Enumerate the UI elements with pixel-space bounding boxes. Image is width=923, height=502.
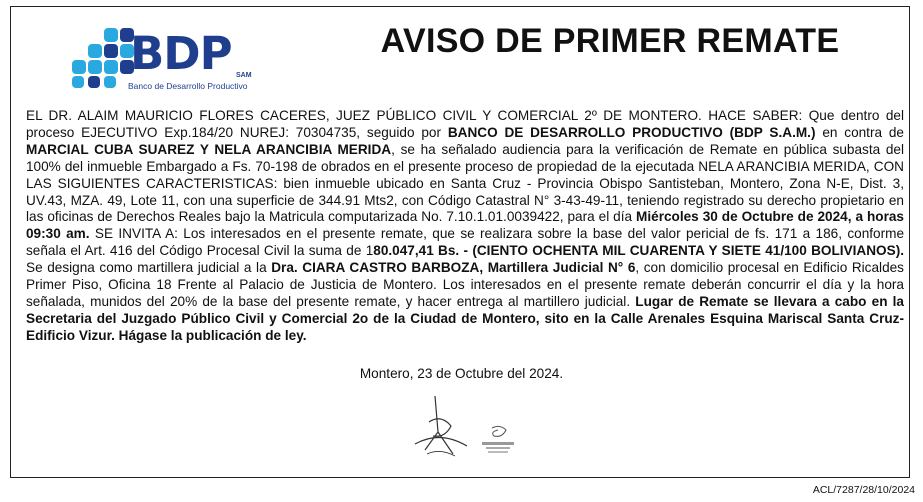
logo-square [104, 28, 118, 42]
notice-segment: SE INVITA A: Los interesados en el presente remate, que se realizara sobre la base del valor pericial de fs. 171 a 186, conforme señala el Art. 416 del Código Procesal Civil la suma de 1 [26, 226, 905, 259]
logo-square [88, 44, 102, 58]
notice-segment: en contra de [815, 124, 904, 140]
logo-square [104, 76, 116, 88]
logo-square [88, 60, 102, 74]
logo-square [72, 60, 86, 74]
logo-subtitle: Banco de Desarrollo Productivo [128, 81, 248, 91]
signature-icon [405, 392, 475, 462]
notice-bold-segment: Dra. CIARA CASTRO BARBOZA, Martillera Judicial N° 6 [271, 260, 636, 276]
notice-segment: , se ha señalado audiencia para la verificación de Remate en pública subasta del 100% del inmueble Embargado a Fs. 70-198 de obrados en el presente proceso de propiedad de la ejecutada NELA ARANCIBIA MERIDA, CON LAS SIGUIENTES CARACTERISTICAS: bien inmueble ubicado en Santa Cruz - Provincia Obispo Santisteban, Montero, Zona N-E, Dist. 3, UV.43, MZA. 49, Lote 11, con una superficie de 344.91 Mts2, con Código Catastral N° 3-43-49-11, teniendo registrado su derecho propietario en las oficinas de Derechos Reales bajo la Matricula computarizada No. 7.10.1.01.0039422, para el día [26, 141, 904, 225]
stamp-icon [478, 424, 518, 456]
date-line: Montero, 23 de Octubre del 2024. [359, 366, 564, 381]
notice-bold-segment: Miércoles 30 de Octubre de 2024, a horas 09:30 am. [26, 209, 904, 242]
notice-segment: Se designa como martillera judicial a la [26, 260, 272, 276]
notice-body [26, 108, 904, 345]
footer-code: ACL/7287/28/10/2024 [812, 484, 915, 496]
logo-square [104, 44, 118, 58]
notice-segment: EL DR. ALAIM MAURICIO FLORES CACERES, JUEZ PÚBLICO CIVIL Y COMERCIAL 2º DE MONTERO. HACE SABER: Que dentro del proceso EJECUTIVO Exp.184/20 NUREJ: 70304735, seguido por [26, 108, 904, 140]
notice-bold-segment: BANCO DE DESARROLLO PRODUCTIVO (BDP S.A.M.) [447, 124, 816, 140]
logo-square [104, 60, 118, 74]
logo-square [72, 76, 84, 88]
notice-bold-segment: 80.047,41 Bs. - (CIENTO OCHENTA MIL CUARENTA Y SIETE 41/100 BOLIVIANOS). [373, 243, 904, 259]
notice-bold-segment: MARCIAL CUBA SUAREZ Y NELA ARANCIBIA MERIDA [26, 141, 392, 157]
notice-bold-segment: Lugar de Remate se llevara a cabo en la Secretaria del Juzgado Público Civil y Comercial 2o de la Ciudad de Montero, sito en la Calle Arenales Esquina Mariscal Santa Cruz-Edificio Vizur. Hágase la publicación de ley. [26, 293, 904, 343]
notice-segment: , con domicilio procesal en Edificio Ricaldes Primer Piso, Oficina 18 Frente al Palacio de Justicia de Montero. Los interesados en el presente remate deberán concurrir el día y la hora señalada, munidos del 20% de la base del presente remate, y hacer entrega al martillero judicial. [26, 260, 904, 309]
logo-suffix: SAM [236, 72, 252, 79]
logo-square [88, 76, 100, 88]
page-title: AVISO DE PRIMER REMATE [380, 22, 840, 60]
logo-brand: BDP [130, 27, 232, 80]
